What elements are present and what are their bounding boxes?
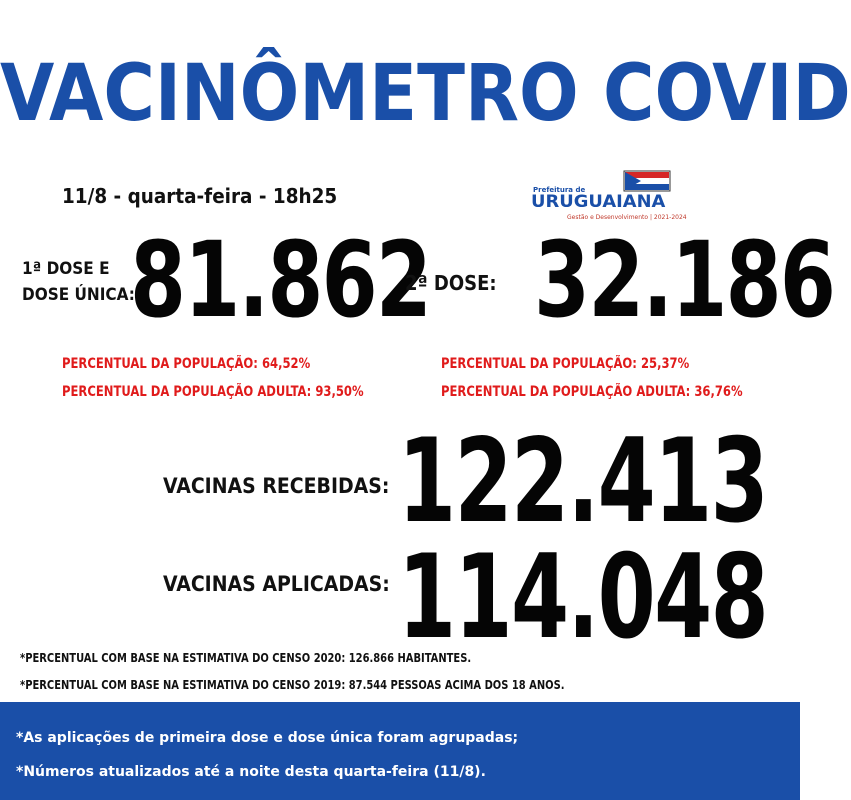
flag-icon (623, 170, 671, 192)
dose1-label-line1: 1ª DOSE E (22, 259, 110, 279)
update-date: 11/8 - quarta-feira - 18h25 (62, 184, 338, 208)
page-title: VACINÔMETRO COVID (0, 49, 851, 139)
footer-note-updated: *Números atualizados até a noite desta quarta-feira (11/8). (16, 764, 486, 780)
footer-note-grouping: *As aplicações de primeira dose e dose única foram agrupadas; (16, 730, 519, 746)
dose1-label (22, 256, 135, 308)
dose2-label: 2ª DOSE: (405, 271, 497, 295)
logo-prefix: Prefeitura de (533, 186, 586, 194)
census-note-2019: *PERCENTUAL COM BASE NA ESTIMATIVA DO CENSO 2019: 87.544 PESSOAS ACIMA DOS 18 ANOS. (20, 678, 565, 692)
dose1-label-line2: DOSE ÚNICA: (22, 285, 135, 305)
applied-label: VACINAS APLICADAS: (163, 572, 390, 596)
received-label: VACINAS RECEBIDAS: (163, 474, 390, 498)
census-note-2020: *PERCENTUAL COM BASE NA ESTIMATIVA DO CENSO 2020: 126.866 HABITANTES. (20, 651, 472, 665)
dose2-pct-population: PERCENTUAL DA POPULAÇÃO: 25,37% (441, 356, 690, 372)
received-value: 122.413 (398, 414, 768, 549)
dose1-pct-population: PERCENTUAL DA POPULAÇÃO: 64,52% (62, 356, 311, 372)
dose1-pct-adult: PERCENTUAL DA POPULAÇÃO ADULTA: 93,50% (62, 384, 364, 400)
dose2-value: 32.186 (534, 219, 835, 341)
logo-name: URUGUAIANA (531, 192, 666, 212)
applied-value: 114.048 (398, 530, 768, 665)
logo-subtitle: Gestão e Desenvolvimento | 2021-2024 (567, 214, 687, 221)
footer-banner (0, 702, 800, 800)
dose2-pct-adult: PERCENTUAL DA POPULAÇÃO ADULTA: 36,76% (441, 384, 743, 400)
dose1-value: 81.862 (130, 219, 431, 341)
